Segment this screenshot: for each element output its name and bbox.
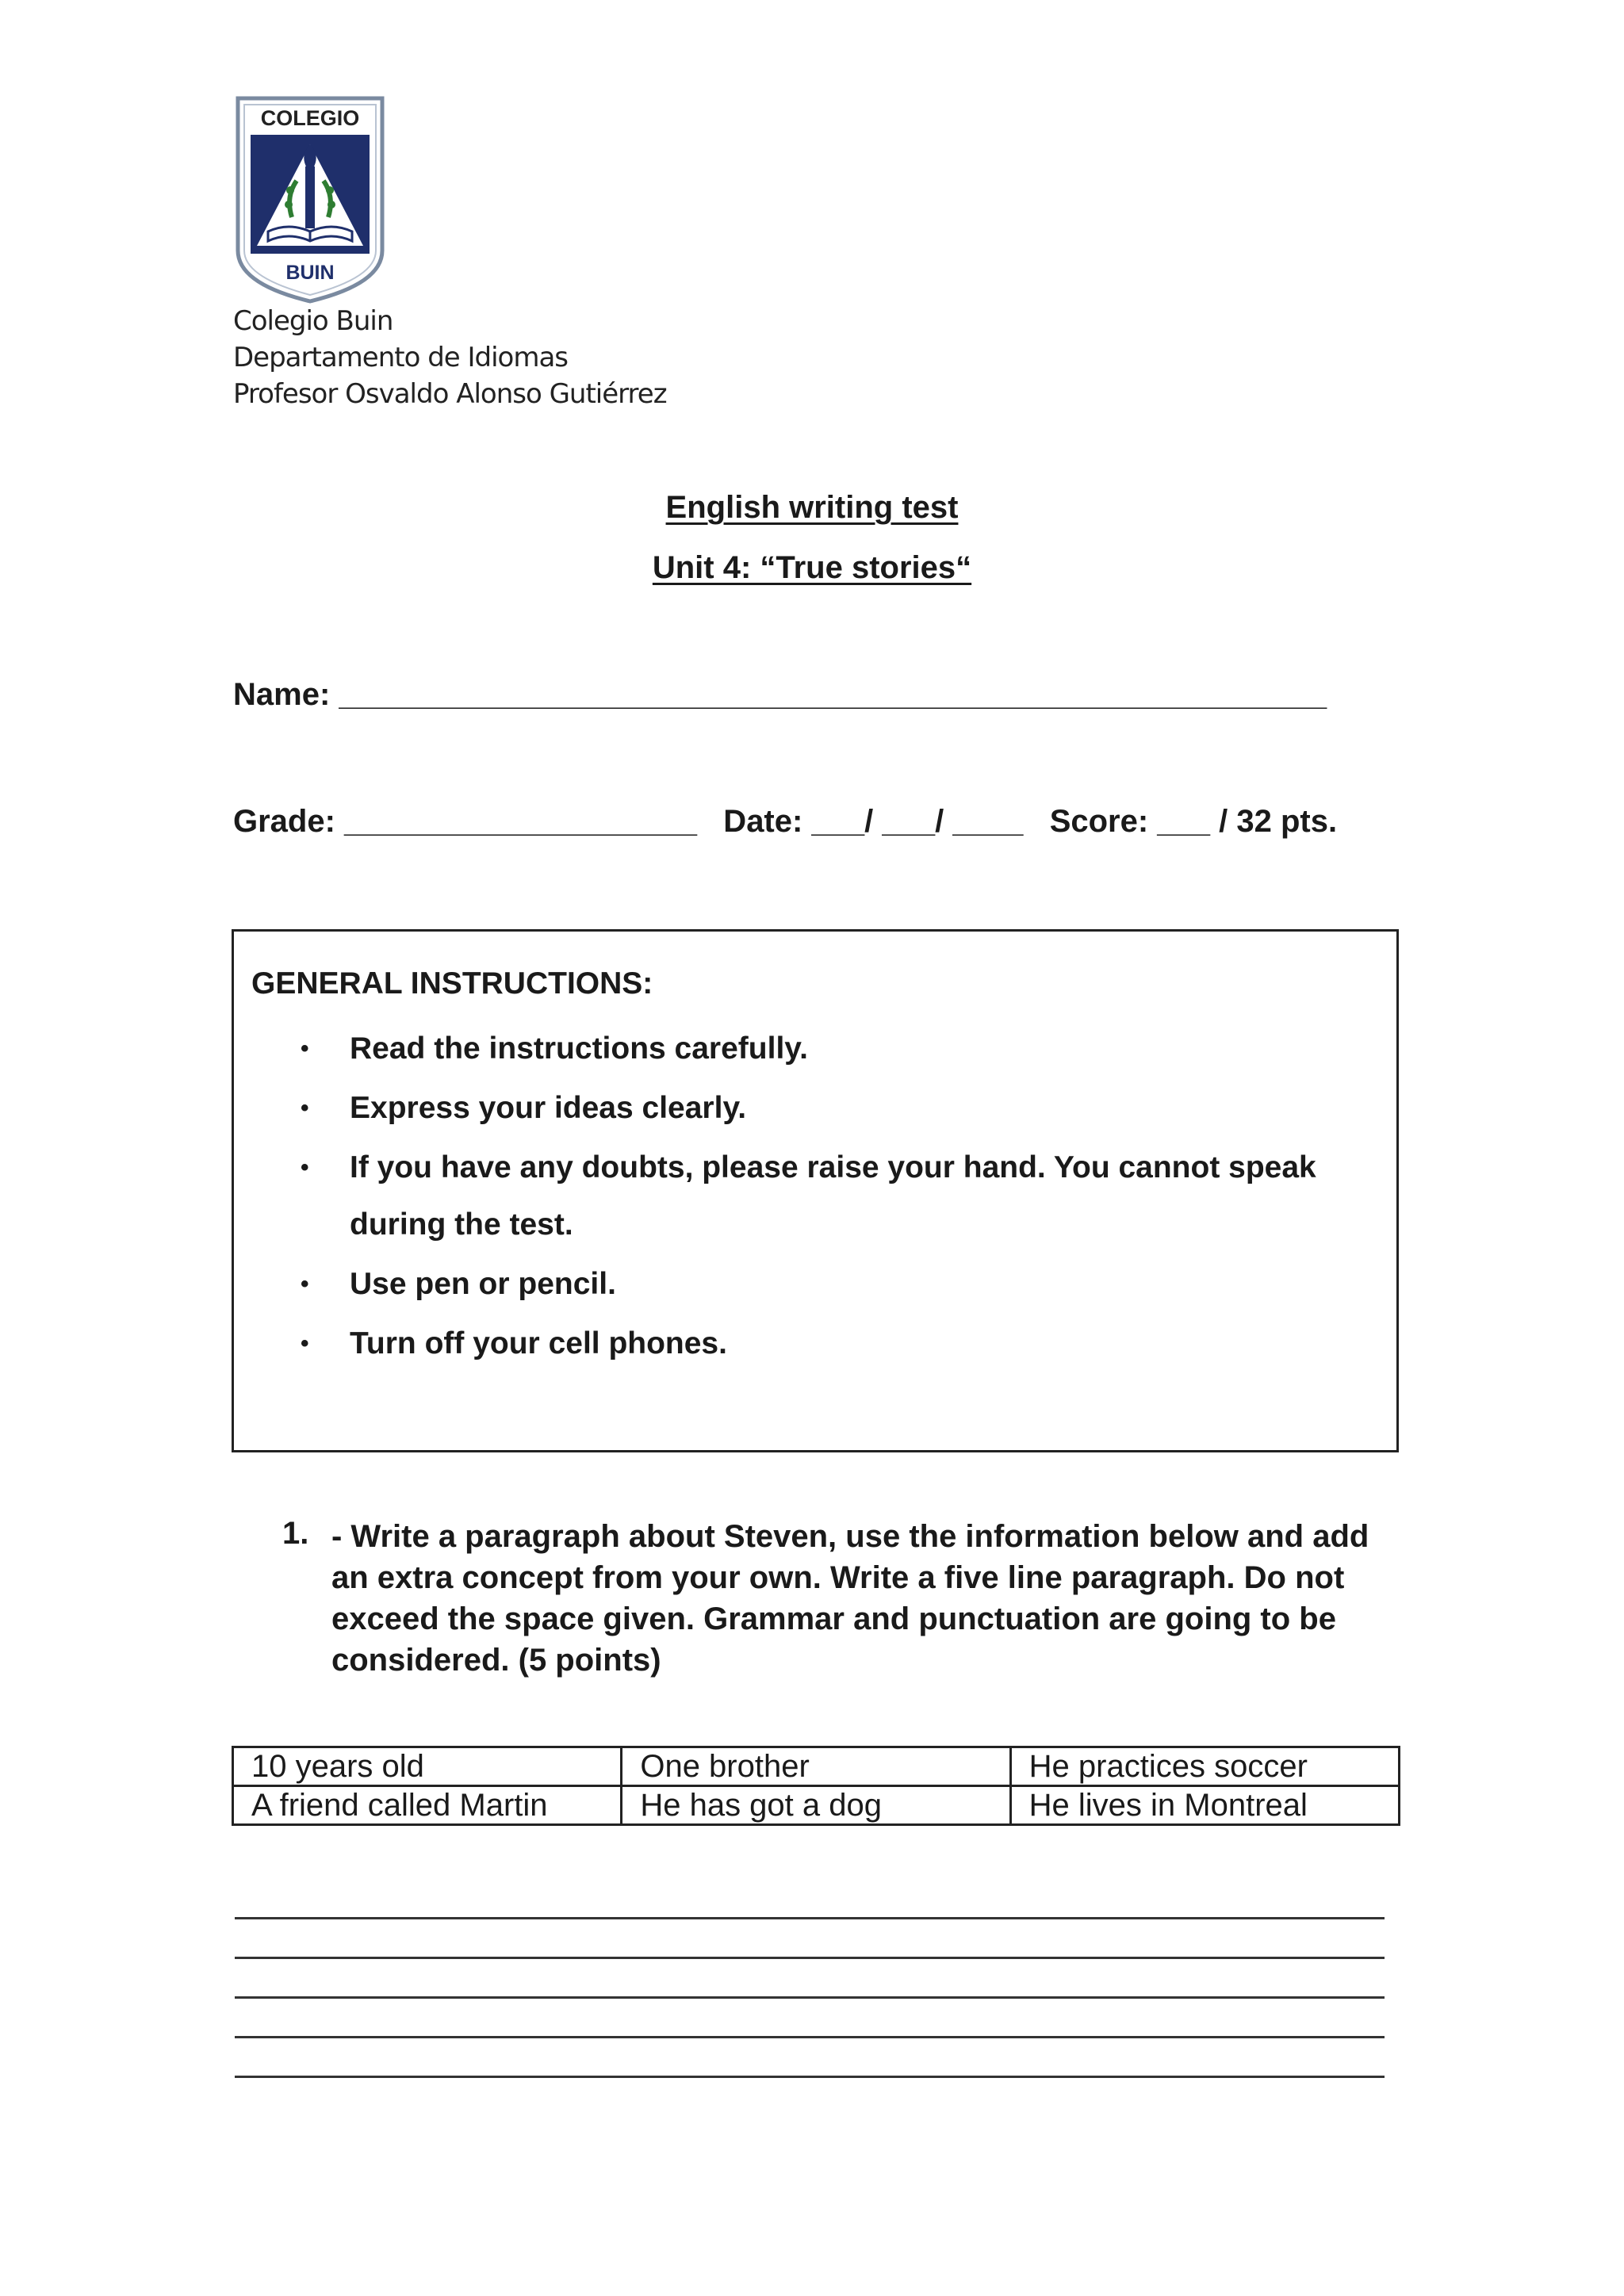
instruction-text: Turn off your cell phones. <box>350 1326 727 1360</box>
instruction-item <box>234 1020 1396 1077</box>
logo-text-bottom: BUIN <box>285 262 335 284</box>
question-number: 1. <box>282 1516 309 1551</box>
name-field[interactable]: Name: ________________________________________________________ <box>233 677 1327 712</box>
school-crest-logo <box>233 95 387 304</box>
instruction-text: Read the instructions carefully. <box>350 1031 808 1066</box>
unit-title: Unit 4: “True stories“ <box>652 550 972 585</box>
department-name: Departamento de Idiomas <box>233 342 569 373</box>
instructions-box <box>232 929 1399 1452</box>
table-row <box>233 1747 1400 1786</box>
instructions-list <box>234 1020 1396 1375</box>
instruction-item <box>234 1315 1396 1372</box>
table-cell: He has got a dog <box>622 1786 1010 1825</box>
table-row <box>233 1786 1400 1825</box>
answer-line[interactable] <box>235 2036 1385 2038</box>
instructions-heading: GENERAL INSTRUCTIONS: <box>251 966 653 1001</box>
teacher-name: Profesor Osvaldo Alonso Gutiérrez <box>233 378 667 410</box>
answer-line[interactable] <box>235 1996 1385 1999</box>
bullet-icon: • <box>301 1095 309 1121</box>
answer-line[interactable] <box>235 1917 1385 1919</box>
instruction-text: If you have any doubts, please raise your hand. You cannot speak during the test. <box>350 1150 1316 1242</box>
table-cell: He lives in Montreal <box>1010 1786 1399 1825</box>
table-cell: He practices soccer <box>1010 1747 1399 1786</box>
answer-line[interactable] <box>235 2076 1385 2078</box>
instruction-item <box>234 1080 1396 1137</box>
instruction-text: Express your ideas clearly. <box>350 1091 747 1125</box>
bullet-icon: • <box>301 1330 309 1357</box>
instruction-text: Use pen or pencil. <box>350 1267 616 1301</box>
instruction-item <box>234 1256 1396 1313</box>
test-title: English writing test <box>665 490 959 525</box>
table-cell: One brother <box>622 1747 1010 1786</box>
steven-info-table <box>232 1746 1400 1826</box>
logo-text-top: COLEGIO <box>260 106 360 130</box>
school-name: Colegio Buin <box>233 305 393 337</box>
bullet-icon: • <box>301 1154 309 1181</box>
question-text: - Write a paragraph about Steven, use the information below and add an extra concept from your own. Write a five line paragraph. Do not exceed the space given. Grammar and punctuation are going to be considered. (5 points) <box>331 1519 1369 1678</box>
instruction-item <box>234 1139 1396 1253</box>
table-cell: A friend called Martin <box>233 1786 622 1825</box>
table-cell: 10 years old <box>233 1747 622 1786</box>
bullet-icon: • <box>301 1035 309 1062</box>
bullet-icon: • <box>301 1271 309 1297</box>
grade-date-score-row[interactable]: Grade: ____________________ Date: ___/ ___/ ____ Score: ___ / 32 pts. <box>233 804 1338 839</box>
answer-line[interactable] <box>235 1957 1385 1959</box>
